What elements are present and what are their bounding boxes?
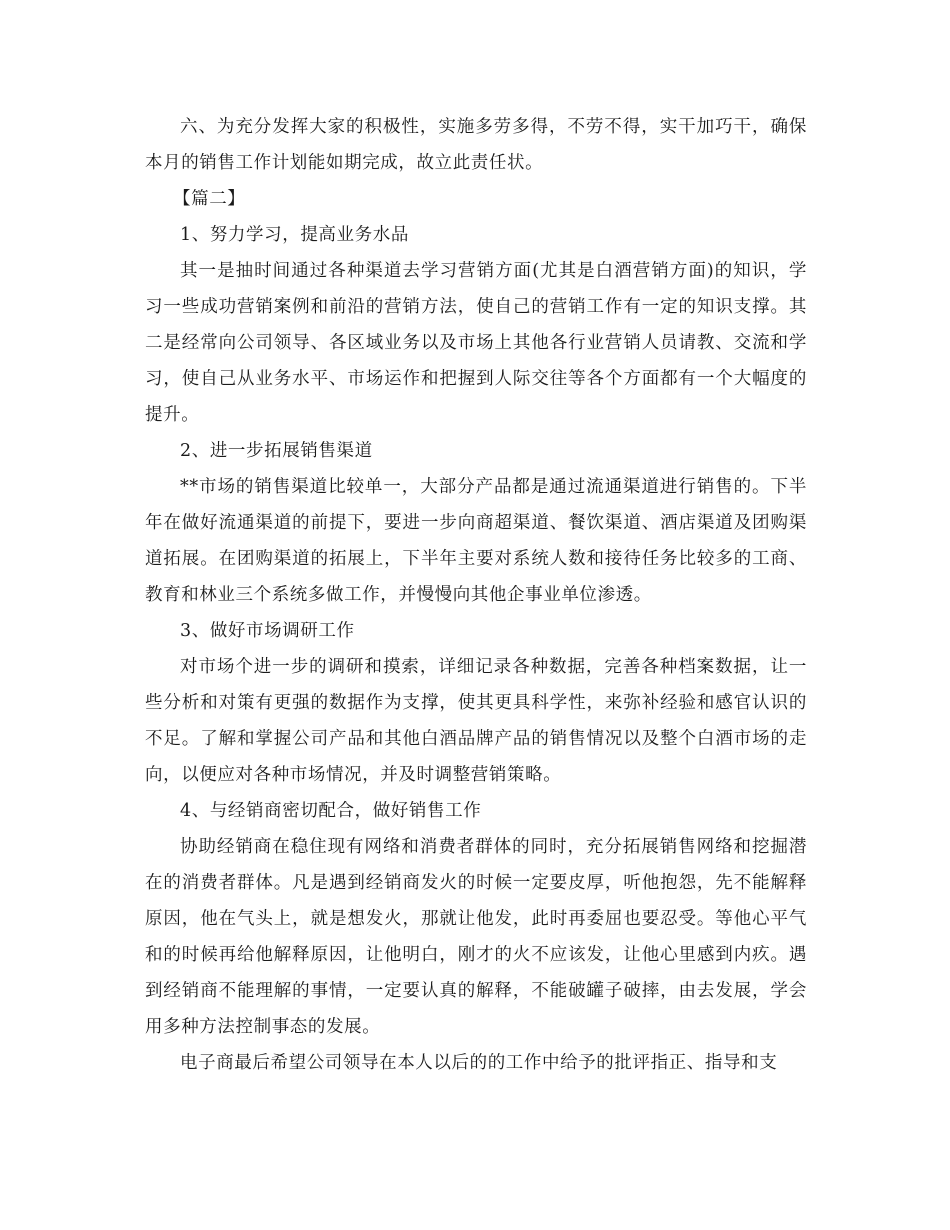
- paragraph-section-six: 六、为充分发挥大家的积极性，实施多劳多得，不劳不得，实干加巧干，确保本月的销售工作计划能如期完成，故立此责任状。: [145, 117, 807, 173]
- subheading-channels: 2、进一步拓展销售渠道: [180, 441, 373, 461]
- subheading-research: 3、做好市场调研工作: [180, 621, 355, 641]
- subheading-study: 1、努力学习，提高业务水品: [180, 225, 409, 245]
- subheading-distributors: 4、与经销商密切配合，做好销售工作: [180, 801, 482, 821]
- section-heading-part-two: 【篇二】: [173, 189, 246, 209]
- paragraph-channels: **市场的销售渠道比较单一，大部分产品都是通过流通渠道进行销售的。下半年在做好流通渠道的前提下，要进一步向商超渠道、餐饮渠道、酒店渠道及团购渠道拓展。在团购渠道的拓展上，下半年主要对系统人数和接待任务比较多的工商、教育和林业三个系统多做工作，并慢慢向其他企事业单位渗透。: [145, 477, 807, 605]
- paragraph-research: 对市场个进一步的调研和摸索，详细记录各种数据，完善各种档案数据，让一些分析和对策有更强的数据作为支撑，使其更具科学性，来弥补经验和感官认识的不足。了解和掌握公司产品和其他白酒品牌产品的销售情况以及整个白酒市场的走向，以便应对各种市场情况，并及时调整营销策略。: [145, 657, 807, 785]
- paragraph-study: 其一是抽时间通过各种渠道去学习营销方面(尤其是白酒营销方面)的知识，学习一些成功营销案例和前沿的营销方法，使自己的营销工作有一定的知识支撑。其二是经常向公司领导、各区域业务以及市场上其他各行业营销人员请教、交流和学习，使自己从业务水平、市场运作和把握到人际交往等各个方面都有一个大幅度的提升。: [145, 261, 807, 425]
- paragraph-distributors: 协助经销商在稳住现有网络和消费者群体的同时，充分拓展销售网络和挖掘潜在的消费者群体。凡是遇到经销商发火的时候一定要皮厚，听他抱怨，先不能解释原因，他在气头上，就是想发火，那就让他发，此时再委屈也要忍受。等他心平气和的时候再给他解释原因，让他明白，刚才的火不应该发，让他心里感到内疚。遇到经销商不能理解的事情，一定要认真的解释，不能破罐子破摔，由去发展，学会用多种方法控制事态的发展。: [145, 837, 807, 1037]
- document-body: [145, 109, 807, 1081]
- paragraph-closing: 电子商最后希望公司领导在本人以后的的工作中给予的批评指正、指导和支: [180, 1053, 778, 1073]
